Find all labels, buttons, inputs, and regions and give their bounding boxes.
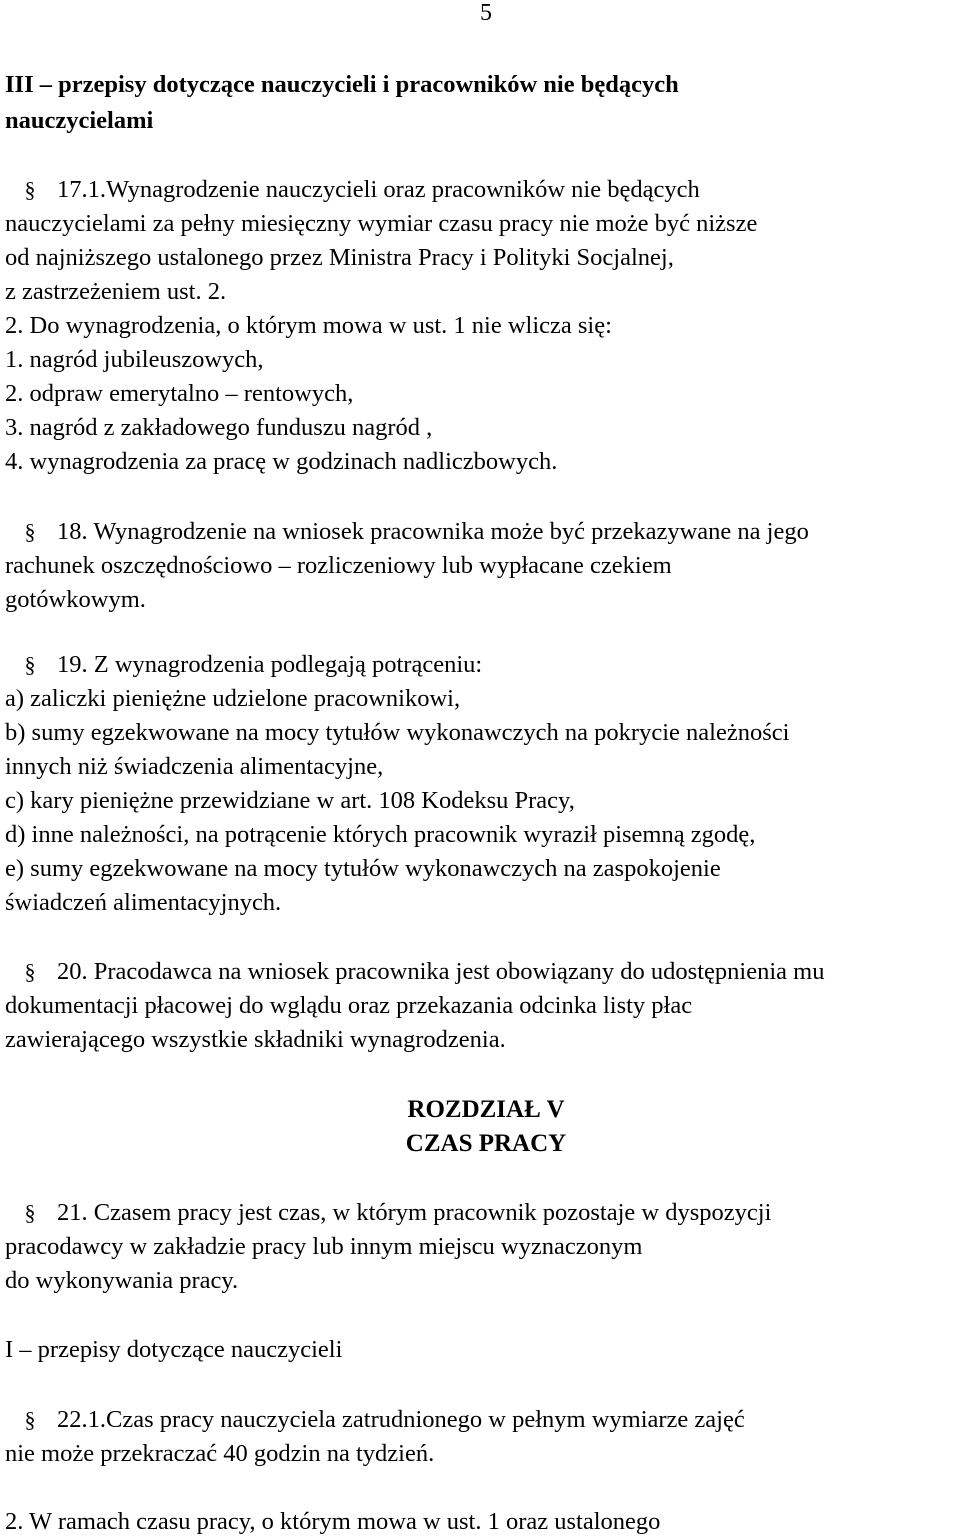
paragraph-text: Czasem pracy jest czas, w którym pracownik pozostaje w dyspozycji xyxy=(93,1199,772,1226)
list-item: a) zaliczki pieniężne udzielone pracownikowi, xyxy=(5,685,461,712)
list-item: 1. nagród jubileuszowych, xyxy=(5,346,264,373)
paragraph-number: 18. xyxy=(57,518,88,545)
chapter-subtitle: CZAS PRACY xyxy=(405,1130,567,1157)
section-sign: § xyxy=(24,1407,36,1432)
paragraph-text: Wynagrodzenie nauczycieli oraz pracowników nie będących xyxy=(106,176,700,203)
section-sign: § xyxy=(24,519,36,544)
chapter-title: ROZDZIAŁ V xyxy=(407,1096,565,1123)
paragraph-17-line: z zastrzeżeniem ust. 2. xyxy=(5,278,227,305)
paragraph-18-line: rachunek oszczędnościowo – rozliczeniowy lub wypłacane czekiem xyxy=(5,552,672,579)
section-heading-line-1: III – przepisy dotyczące nauczycieli i pracowników nie będących xyxy=(5,71,679,98)
paragraph-number: 19. xyxy=(57,651,88,678)
paragraph-18-first-line xyxy=(5,515,809,549)
section-heading-line-2: nauczycielami xyxy=(5,107,154,134)
list-item: b) sumy egzekwowane na mocy tytułów wykonawczych na pokrycie należności xyxy=(5,719,790,746)
paragraph-22-line: nie może przekraczać 40 godzin na tydzień. xyxy=(5,1440,435,1467)
subsection-heading: I – przepisy dotyczące nauczycieli xyxy=(5,1336,343,1363)
list-item: świadczeń alimentacyjnych. xyxy=(5,889,282,916)
list-item: c) kary pieniężne przewidziane w art. 108 Kodeksu Pracy, xyxy=(5,787,575,814)
list-item: 4. wynagrodzenia za pracę w godzinach nadliczbowych. xyxy=(5,448,558,475)
paragraph-20-line: zawierającego wszystkie składniki wynagrodzenia. xyxy=(5,1026,506,1053)
paragraph-18-line: gotówkowym. xyxy=(5,586,146,613)
paragraph-21-line: pracodawcy w zakładzie pracy lub innym miejscu wyznaczonym xyxy=(5,1233,643,1260)
page-number: 5 xyxy=(480,0,492,26)
list-item: 3. nagród z zakładowego funduszu nagród , xyxy=(5,414,433,441)
paragraph-17-first-line xyxy=(5,173,700,207)
paragraph-19-first-line xyxy=(5,648,482,682)
paragraph-22-line: 2. W ramach czasu pracy, o którym mowa w ust. 1 oraz ustalonego xyxy=(5,1508,661,1535)
paragraph-number: 22.1. xyxy=(57,1406,106,1433)
paragraph-21-line: do wykonywania pracy. xyxy=(5,1267,239,1294)
paragraph-21-first-line xyxy=(5,1196,771,1230)
section-sign: § xyxy=(24,959,36,984)
section-sign: § xyxy=(24,652,36,677)
paragraph-number: 17.1. xyxy=(57,176,106,203)
paragraph-text: Z wynagrodzenia podlegają potrąceniu: xyxy=(93,651,483,678)
list-item: 2. odpraw emerytalno – rentowych, xyxy=(5,380,354,407)
paragraph-number: 21. xyxy=(57,1199,88,1226)
paragraph-17-line: od najniższego ustalonego przez Ministra Pracy i Polityki Socjalnej, xyxy=(5,244,674,271)
paragraph-text: Wynagrodzenie na wniosek pracownika może być przekazywane na jego xyxy=(93,518,809,545)
paragraph-text: Pracodawca na wniosek pracownika jest obowiązany do udostępnienia mu xyxy=(93,958,825,985)
paragraph-20-line: dokumentacji płacowej do wglądu oraz przekazania odcinka listy płac xyxy=(5,992,693,1019)
paragraph-17-line: 2. Do wynagrodzenia, o którym mowa w ust. 1 nie wlicza się: xyxy=(5,312,612,339)
section-sign: § xyxy=(24,1200,36,1225)
paragraph-number: 20. xyxy=(57,958,88,985)
paragraph-20-first-line xyxy=(5,955,824,989)
paragraph-text: Czas pracy nauczyciela zatrudnionego w pełnym wymiarze zajęć xyxy=(106,1406,745,1433)
list-item: d) inne należności, na potrącenie których pracownik wyraził pisemną zgodę, xyxy=(5,821,756,848)
paragraph-22-first-line xyxy=(5,1403,745,1437)
list-item: innych niż świadczenia alimentacyjne, xyxy=(5,753,384,780)
section-sign: § xyxy=(24,177,36,202)
list-item: e) sumy egzekwowane na mocy tytułów wykonawczych na zaspokojenie xyxy=(5,855,721,882)
paragraph-17-line: nauczycielami za pełny miesięczny wymiar czasu pracy nie może być niższe xyxy=(5,210,758,237)
